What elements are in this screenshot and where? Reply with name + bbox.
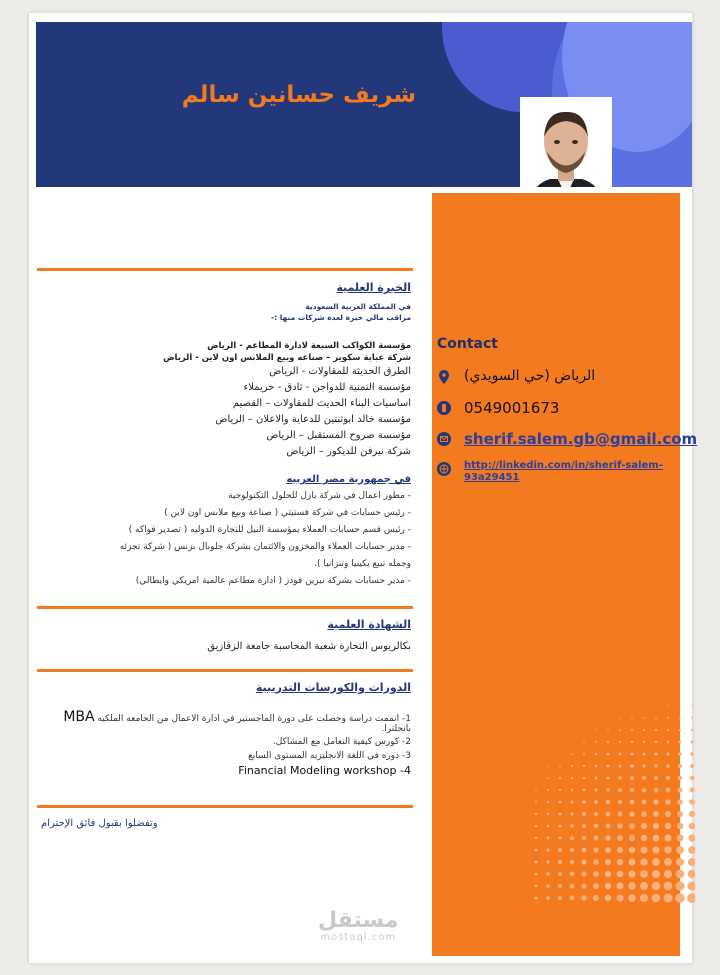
decorative-dot (618, 800, 623, 805)
decorative-dot (675, 893, 685, 903)
decorative-dot (570, 800, 573, 803)
decorative-dot (676, 870, 685, 879)
decorative-dot (546, 896, 550, 900)
decorative-dot (629, 835, 635, 841)
decorative-dot (570, 884, 575, 889)
decorative-dot (687, 893, 695, 903)
decorative-dot (594, 812, 598, 816)
decorative-dot (666, 752, 669, 755)
decorative-dot (652, 894, 661, 903)
education-title: الشهادة العلمية (327, 618, 411, 631)
decorative-dot (547, 765, 548, 766)
section-divider (37, 669, 413, 672)
decorative-dot (689, 787, 694, 792)
decorative-dot (581, 895, 586, 900)
decorative-dot (535, 849, 538, 852)
decorative-dot (594, 788, 597, 791)
decorative-dot (677, 811, 683, 817)
decorative-dot (607, 765, 610, 768)
decorative-dot (570, 872, 575, 877)
contact-email-row (437, 430, 697, 448)
section-divider (37, 268, 413, 271)
decorative-dot (665, 823, 671, 829)
decorative-dot (652, 870, 660, 878)
decorative-dot (655, 717, 657, 719)
decorative-dot (689, 799, 695, 805)
course-line-1-text: 1- اتممت دراسة وحصلت على دورة الماجستير في ادارة الاعمال من الجامعه الملكيه (97, 714, 411, 724)
decorative-dot (666, 764, 670, 768)
decorative-dot (546, 836, 549, 839)
decorative-dot (617, 835, 623, 841)
decorative-dot (570, 824, 574, 828)
decorative-dot (631, 753, 634, 756)
decorative-dot (690, 776, 695, 781)
decorative-dot (594, 800, 598, 804)
decorative-dot (617, 847, 623, 853)
decorative-dot (655, 729, 657, 731)
decorative-dot (583, 777, 586, 780)
decorative-dot (629, 811, 634, 816)
decorative-dot (618, 788, 622, 792)
decorative-dot (558, 872, 562, 876)
decorative-dot (594, 836, 599, 841)
decorative-dot (664, 870, 672, 878)
decorative-dot (570, 836, 574, 840)
decorative-dot (534, 872, 537, 875)
decorative-dot (640, 894, 648, 902)
decorative-dot (690, 752, 693, 755)
decorative-dot (628, 894, 636, 902)
decorative-dot (667, 717, 669, 719)
list-item: مؤسسة خالد ابوثنتين للدعاية والاعلان – الرياض (215, 414, 411, 425)
decorative-dot (605, 859, 611, 865)
decorative-dot (535, 789, 537, 791)
decorative-dot (605, 871, 611, 877)
decorative-dot (547, 813, 550, 816)
decorative-dot (628, 870, 635, 877)
decorative-dot (690, 764, 694, 768)
email-icon (437, 432, 451, 446)
decorative-dot (654, 764, 658, 768)
decorative-dot (570, 860, 575, 865)
courses-title: الدورات والكورسات التدريبية (255, 681, 411, 694)
decorative-dot (607, 753, 609, 755)
decorative-dot (606, 800, 610, 804)
decorative-dot (691, 717, 693, 719)
decorative-dot (640, 858, 647, 865)
decorative-dot (677, 787, 682, 792)
section-divider (37, 606, 413, 609)
decorative-dot (583, 765, 585, 767)
section-divider (37, 805, 413, 808)
contact-address: الرياض (حي السويدي) (464, 368, 596, 384)
decorative-dot (641, 847, 648, 854)
decorative-dot (640, 882, 648, 890)
decorative-dot (655, 741, 658, 744)
decorative-dot (616, 894, 623, 901)
decorative-dot (630, 776, 634, 780)
decorative-dot (558, 884, 562, 888)
decorative-dot (642, 752, 645, 755)
decorative-dot (582, 800, 586, 804)
contact-address-row (437, 368, 595, 384)
ksa-heading: في المملكة العربية السعودية (305, 302, 411, 311)
decorative-dot (679, 729, 681, 731)
decorative-dot (546, 884, 550, 888)
decorative-dot (642, 788, 647, 793)
decorative-dot (558, 812, 561, 815)
decorative-dot (664, 846, 671, 853)
linkedin-link[interactable]: http://linkedin.com/in/sherif-salem-93a29451 (464, 460, 663, 483)
decorative-dot (547, 825, 550, 828)
experience-bold-line: شركة عباية سكوير – صناعه وبيع الملابس اون لاين - الرياض (163, 353, 411, 363)
decorative-dot (630, 800, 635, 805)
decorative-dot (571, 765, 573, 767)
decorative-dot (617, 823, 622, 828)
decorative-dot (641, 835, 647, 841)
decorative-dot (617, 883, 624, 890)
decorative-dot (606, 776, 609, 779)
decorative-dot (677, 823, 684, 830)
decorative-dot (583, 753, 585, 755)
decorative-dot (666, 788, 671, 793)
decorative-dot (640, 870, 648, 878)
decorative-dot (595, 753, 597, 755)
decorative-dot (559, 753, 560, 754)
decorative-dot (605, 895, 611, 901)
decorative-dot (619, 741, 621, 743)
decorative-dot (691, 729, 693, 731)
decorative-dot (605, 883, 611, 889)
decorative-dot (618, 812, 623, 817)
decorative-dot (605, 835, 610, 840)
decorative-dot (547, 789, 549, 791)
list-item: وجمله تبيع بكينيا وتنزانيا ). (314, 559, 411, 569)
decorative-dot (559, 801, 562, 804)
decorative-dot (653, 835, 660, 842)
decorative-dot (654, 776, 658, 780)
decorative-dot (547, 777, 549, 779)
decorative-dot (679, 717, 681, 719)
decorative-dot (559, 789, 561, 791)
decorative-dot (593, 859, 599, 865)
decorative-dot (641, 799, 646, 804)
dot-pattern-decoration (530, 700, 695, 910)
decorative-dot (679, 705, 680, 706)
decorative-dot (652, 858, 660, 866)
decorative-dot (618, 776, 622, 780)
decorative-dot (641, 823, 647, 829)
decorative-dot (571, 789, 574, 792)
decorative-dot (558, 896, 562, 900)
decorative-dot (688, 858, 695, 866)
watermark-arabic: مستقل (318, 908, 399, 933)
decorative-dot (643, 729, 645, 731)
decorative-dot (593, 871, 599, 877)
decorative-dot (535, 801, 537, 803)
decorative-dot (665, 799, 670, 804)
decorative-dot (664, 882, 673, 891)
decorative-dot (535, 825, 537, 827)
decorative-dot (571, 777, 573, 779)
decorative-dot (630, 788, 634, 792)
candidate-name: شريف حسانين سالم (181, 82, 416, 108)
list-item: مؤسسة التمنية للدواجن - ثادق - حريملاء (243, 382, 411, 393)
decorative-dot (570, 896, 575, 901)
decorative-dot (594, 776, 597, 779)
decorative-dot (595, 741, 597, 743)
course-line-2: 2- كورس كيفية التعامل مع المشاكل. (272, 737, 411, 747)
decorative-dot (628, 882, 635, 889)
decorative-dot (675, 881, 684, 890)
decorative-dot (653, 823, 659, 829)
decorative-dot (581, 859, 586, 864)
decorative-dot (678, 776, 682, 780)
decorative-dot (535, 777, 536, 778)
decorative-dot (654, 788, 659, 793)
decorative-dot (571, 753, 573, 755)
list-item: شركة نيرفن للديكور – الرياض (286, 446, 411, 457)
decorative-dot (619, 729, 621, 731)
egypt-heading: في جمهورية مصر العربيه (286, 474, 411, 485)
decorative-dot (663, 893, 672, 902)
decorative-dot (664, 858, 672, 866)
decorative-dot (652, 882, 660, 890)
decorative-dot (605, 847, 611, 853)
contact-phone-row (437, 399, 559, 417)
location-pin-icon (437, 370, 451, 384)
decorative-dot (582, 812, 586, 816)
course-line-1-cont: بانجلترا. (381, 724, 411, 734)
list-item: اساسيات البناء الحديث للمقاولات – القصيم (232, 398, 411, 409)
decorative-dot (617, 859, 623, 865)
decorative-dot (691, 741, 694, 744)
decorative-dot (570, 848, 574, 852)
decorative-dot (629, 859, 636, 866)
decorative-dot (688, 846, 695, 854)
contact-phone[interactable]: 0549001673 (464, 399, 560, 417)
decorative-dot (630, 764, 633, 767)
decorative-dot (619, 753, 622, 756)
decorative-dot (642, 764, 646, 768)
decorative-dot (678, 752, 681, 755)
list-item: - رئيس قسم حسابات العملاء بمؤسسة النيل للتجارة الدوليه ( تصدير فواكه ) (128, 525, 411, 535)
decorative-dot (534, 860, 537, 863)
decorative-dot (654, 752, 657, 755)
decorative-dot (535, 813, 537, 815)
decorative-dot (583, 741, 584, 742)
contact-linkedin-row (437, 460, 664, 484)
experience-bold-line: مؤسسة الكواكب السبعة لادارة المطاعم - الرياض (207, 341, 411, 351)
decorative-dot (605, 823, 610, 828)
decorative-dot (631, 741, 633, 743)
decorative-dot (582, 788, 585, 791)
decorative-dot (607, 729, 609, 731)
mostaql-watermark (318, 910, 398, 943)
decorative-dot (643, 717, 645, 719)
decorative-dot (666, 776, 670, 780)
contact-heading: Contact (437, 336, 498, 352)
decorative-dot (667, 729, 669, 731)
list-item: الطرق الحديثة للمقاولات - الرياض (269, 366, 411, 377)
decorative-dot (631, 729, 633, 731)
ksa-subheading: مراقب مالي خبرة لعدة شركات منها :- (271, 313, 411, 322)
decorative-dot (679, 741, 682, 744)
decorative-dot (559, 765, 561, 767)
decorative-dot (559, 777, 561, 779)
decorative-dot (595, 729, 596, 730)
course-line-4: Financial Modeling workshop -4 (238, 764, 411, 777)
list-item: - رئيس حسابات في شركة فستيتي ( صناعة وبيع ملابس اون لاين ) (164, 508, 411, 518)
decorative-dot (581, 871, 586, 876)
list-item: - مطور اعمال في شركة بازل للحلول التكنولوجية (228, 491, 411, 501)
decorative-dot (595, 765, 598, 768)
decorative-dot (629, 823, 635, 829)
decorative-dot (677, 799, 683, 805)
decorative-dot (558, 824, 561, 827)
course-line-1-mba: MBA (63, 709, 95, 725)
decorative-dot (691, 705, 692, 706)
decorative-dot (581, 883, 586, 888)
decorative-dot (607, 741, 609, 743)
watermark-latin: mostaql.com (320, 932, 397, 943)
decorative-dot (593, 883, 599, 889)
decorative-dot (558, 860, 562, 864)
decorative-dot (687, 881, 695, 890)
list-item: مؤسسة صروح المستقبل – الرياض (266, 430, 411, 441)
decorative-dot (642, 776, 646, 780)
decorative-dot (667, 741, 670, 744)
decorative-dot (653, 811, 659, 817)
decorative-dot (582, 836, 587, 841)
closing-text: وتفضلوا بقبول فائق الإحترام (41, 818, 158, 829)
course-line-3: 3- دوره في اللغة الانجليزيه المستوى السابع (248, 751, 411, 761)
decorative-dot (678, 764, 682, 768)
decorative-dot (546, 872, 550, 876)
decorative-dot (594, 824, 599, 829)
decorative-dot (676, 858, 684, 866)
decorative-dot (619, 717, 620, 718)
decorative-dot (558, 836, 562, 840)
profile-photo (520, 97, 612, 187)
decorative-dot (676, 846, 684, 854)
contact-email-link[interactable]: sherif.salem.gb@gmail.com (464, 430, 698, 448)
decorative-dot (629, 847, 636, 854)
decorative-dot (643, 741, 646, 744)
decorative-dot (547, 801, 549, 803)
decorative-dot (593, 847, 598, 852)
decorative-dot (606, 788, 610, 792)
decorative-dot (546, 848, 549, 851)
list-item: - مدير حسابات بشركة نيرين فودز ( ادارة مطاعم عالمية امريكي وايطالي) (135, 576, 411, 586)
decorative-dot (688, 834, 695, 841)
decorative-dot (534, 884, 537, 887)
decorative-dot (689, 823, 695, 830)
decorative-dot (617, 871, 624, 878)
decorative-dot (665, 811, 671, 817)
decorative-dot (606, 812, 611, 817)
decorative-dot (618, 764, 621, 767)
ksa-company-list (215, 364, 411, 460)
globe-icon (437, 462, 451, 476)
decorative-dot (676, 834, 683, 841)
decorative-dot (641, 811, 647, 817)
list-item: - مدير حسابات العملاء والمخزون والائتمان بشركة جلوبال بزنس ( شركة تجزئه (119, 542, 411, 552)
decorative-dot (688, 870, 695, 879)
decorative-dot (582, 824, 586, 828)
decorative-dot (570, 812, 573, 815)
decorative-dot (534, 896, 537, 899)
decorative-dot (631, 717, 632, 718)
decorative-dot (535, 837, 538, 840)
decorative-dot (558, 848, 562, 852)
experience-title: الخبرة العلمية (336, 281, 411, 294)
decorative-dot (667, 705, 668, 706)
decorative-dot (665, 835, 672, 842)
decorative-dot (593, 895, 599, 901)
egypt-job-list (120, 488, 411, 590)
decorative-dot (652, 846, 659, 853)
decorative-dot (689, 811, 695, 817)
decorative-dot (546, 860, 550, 864)
education-text: بكالريوس التجارة شعبة المحاسبة جامعة الزقازيق (207, 641, 411, 652)
decorative-dot (582, 848, 587, 853)
phone-icon (437, 401, 451, 415)
course-line-1 (63, 709, 411, 725)
header-banner (36, 22, 692, 187)
decorative-dot (653, 799, 658, 804)
